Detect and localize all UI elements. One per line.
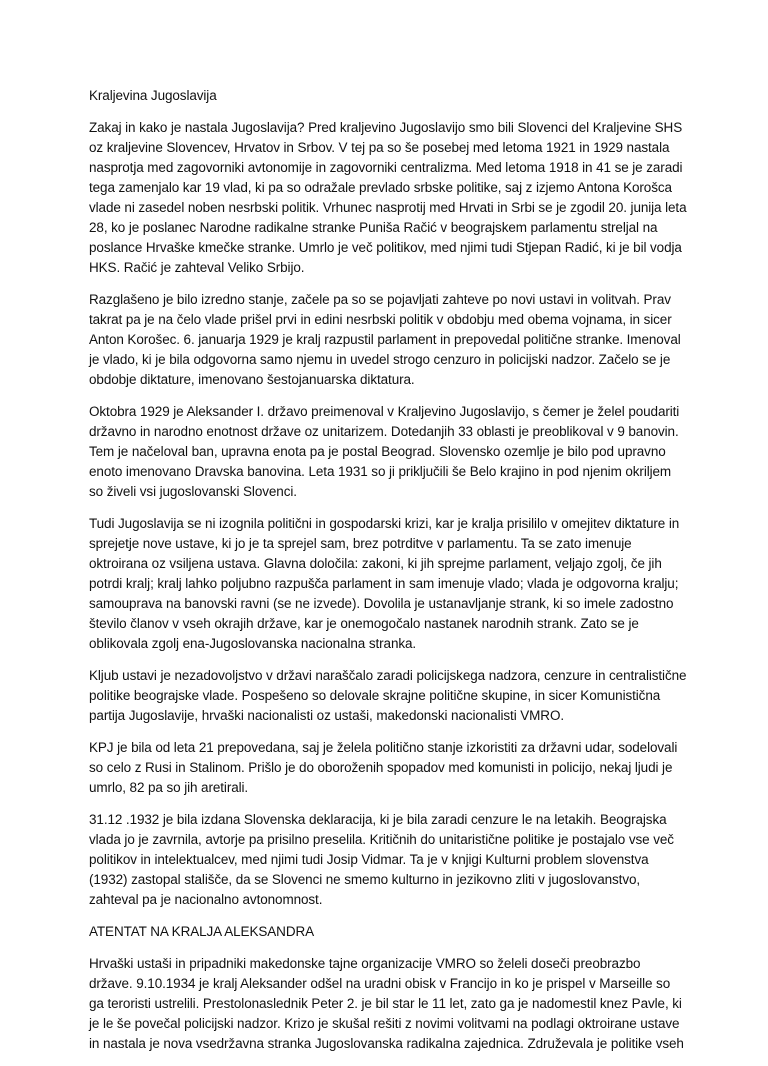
paragraph-assassination: Hrvaški ustaši in pripadniki makedonske tajne organizacije VMRO so želeli doseči preobrazbo države. 9.10.1934 je kralj Aleksander odšel na uradni obisk v Francijo in ko je prispel v Marseille so ga teroristi ustrelili. Prestolonaslednik Peter 2. je bil star le 11 let, zato ga je nadomestil knez Pavle, ki je le še povečal policijski nadzor. Krizo je skušal rešiti z novimi volitvami na podlagi oktroirane ustave in nastala je nova vsedržavna stranka Jugoslovanska radikalna zajednica. Združevala je politike vseh	[89, 956, 684, 1051]
paragraph-origins: Zakaj in kako je nastala Jugoslavija? Pred kraljevino Jugoslavijo smo bili Slovenci del Kraljevine SHS oz kraljevine Slovencev, Hrvatov in Srbov. V tej pa so še posebej med letoma 1921 in 1929 nastala nasprotja med zagovorniki avtonomije in zagovorniki centralizma. Med letoma 1918 in 41 se je zaradi tega zamenjalo kar 19 vlad, ki pa so odražale prevlado srbske politike, saj z izjemo Antona Korošca vlade ni zasedel noben nesrbski politik. Vrhunec nasprotij med Hrvati in Srbi se je zgodil 20. junija leta 28, ko je poslanec Narodne radikalne stranke Puniša Račić v beograjskem parlamentu streljal na poslance Hrvaške kmečke stranke. Umrlo je več politikov, med njimi tudi Stjepan Radić, ki je bil vodja HKS. Račić je zahteval Veliko Srbijo.	[89, 120, 687, 275]
paragraph-dictatorship: Razglašeno je bilo izredno stanje, začele pa so se pojavljati zahteve po novi ustavi in volitvah. Prav takrat pa je na čelo vlade prišel prvi in edini nesrbski politik v obdobju med obema vojnama, in sicer Anton Korošec. 6. januarja 1929 je kralj razpustil parlament in prepovedal politične stranke. Imenoval je vlado, ki je bila odgovorna samo njemu in uvedel strogo cenzuro in policijski nadzor. Začelo se je obdobje diktature, imenovano šestojanuarska diktatura.	[89, 292, 681, 387]
section-heading: ATENTAT NA KRALJA ALEKSANDRA	[89, 924, 315, 939]
paragraph-discontent: Kljub ustavi je nezadovoljstvo v državi naraščalo zaradi policijskega nadzora, cenzure in centralistične politike beograjske vlade. Pospešeno so delovale skrajne politične skupine, in sicer Komunistična partija Jugoslavije, hrvaški nacionalisti oz ustaši, makedonski nacionalisti VMRO.	[89, 668, 687, 723]
paragraph-declaration: 31.12 .1932 je bila izdana Slovenska deklaracija, ki je bila zaradi cenzure le na letakih. Beograjska vlada jo je zavrnila, avtorje pa prisilno preselila. Kritičnih do unitaristične politike je postajalo vse več politikov in intelektualcev, med njimi tudi Josip Vidmar. Ta je v knjigi Kulturni problem slovenstva (1932) zastopal stališče, da se Slovenci ne smemo kulturno in jezikovno zliti v jugoslovanstvo, zahteval pa je nacionalno avtonomnost.	[89, 812, 674, 907]
paragraph-kpj: KPJ je bila od leta 21 prepovedana, saj je želela politično stanje izkoristiti za državni udar, sodelovali so celo z Rusi in Stalinom. Prišlo je do oboroženih spopadov med komunisti in policijo, nekaj ljudi je umrlo, 82 pa so jih aretirali.	[89, 740, 678, 795]
paragraph-constitution: Tudi Jugoslavija se ni izognila politični in gospodarski krizi, kar je kralja prisililo v omejitev diktature in sprejetje nove ustave, ki jo je ta sprejel sam, brez potrditve v parlamentu. Ta se zato imenuje oktroirana oz vsiljena ustava. Glavna določila: zakoni, ki jih sprejme parlament, veljajo zgolj, če jih potrdi kralj; kralj lahko poljubno razpušča parlament in sam imenuje vlado; vlada je odgovorna kralju; samouprava na banovski ravni (se ne izvede). Dovolila je ustanavljanje strank, ki so imele zadostno število članov v vseh okrajih države, kar je onemogočalo nastanek narodnih strank. Zato se je oblikovala zgolj ena-Jugoslovanska nacionalna stranka.	[89, 516, 680, 651]
paragraph-renaming: Oktobra 1929 je Aleksander I. državo preimenoval v Kraljevino Jugoslavijo, s čemer je želel poudariti državno in narodno enotnost države oz unitarizem. Dotedanjih 33 oblasti je preoblikoval v 9 banovin. Tem je načeloval ban, upravna enota pa je postal Beograd. Slovensko ozemlje je bilo pod upravno enoto imenovano Dravska banovina. Leta 1931 so ji priključili še Belo krajino in pod njenim okriljem so živeli vsi jugoslovanski Slovenci.	[89, 404, 680, 499]
document-title: Kraljevina Jugoslavija	[89, 88, 217, 103]
document-page	[89, 86, 687, 1066]
